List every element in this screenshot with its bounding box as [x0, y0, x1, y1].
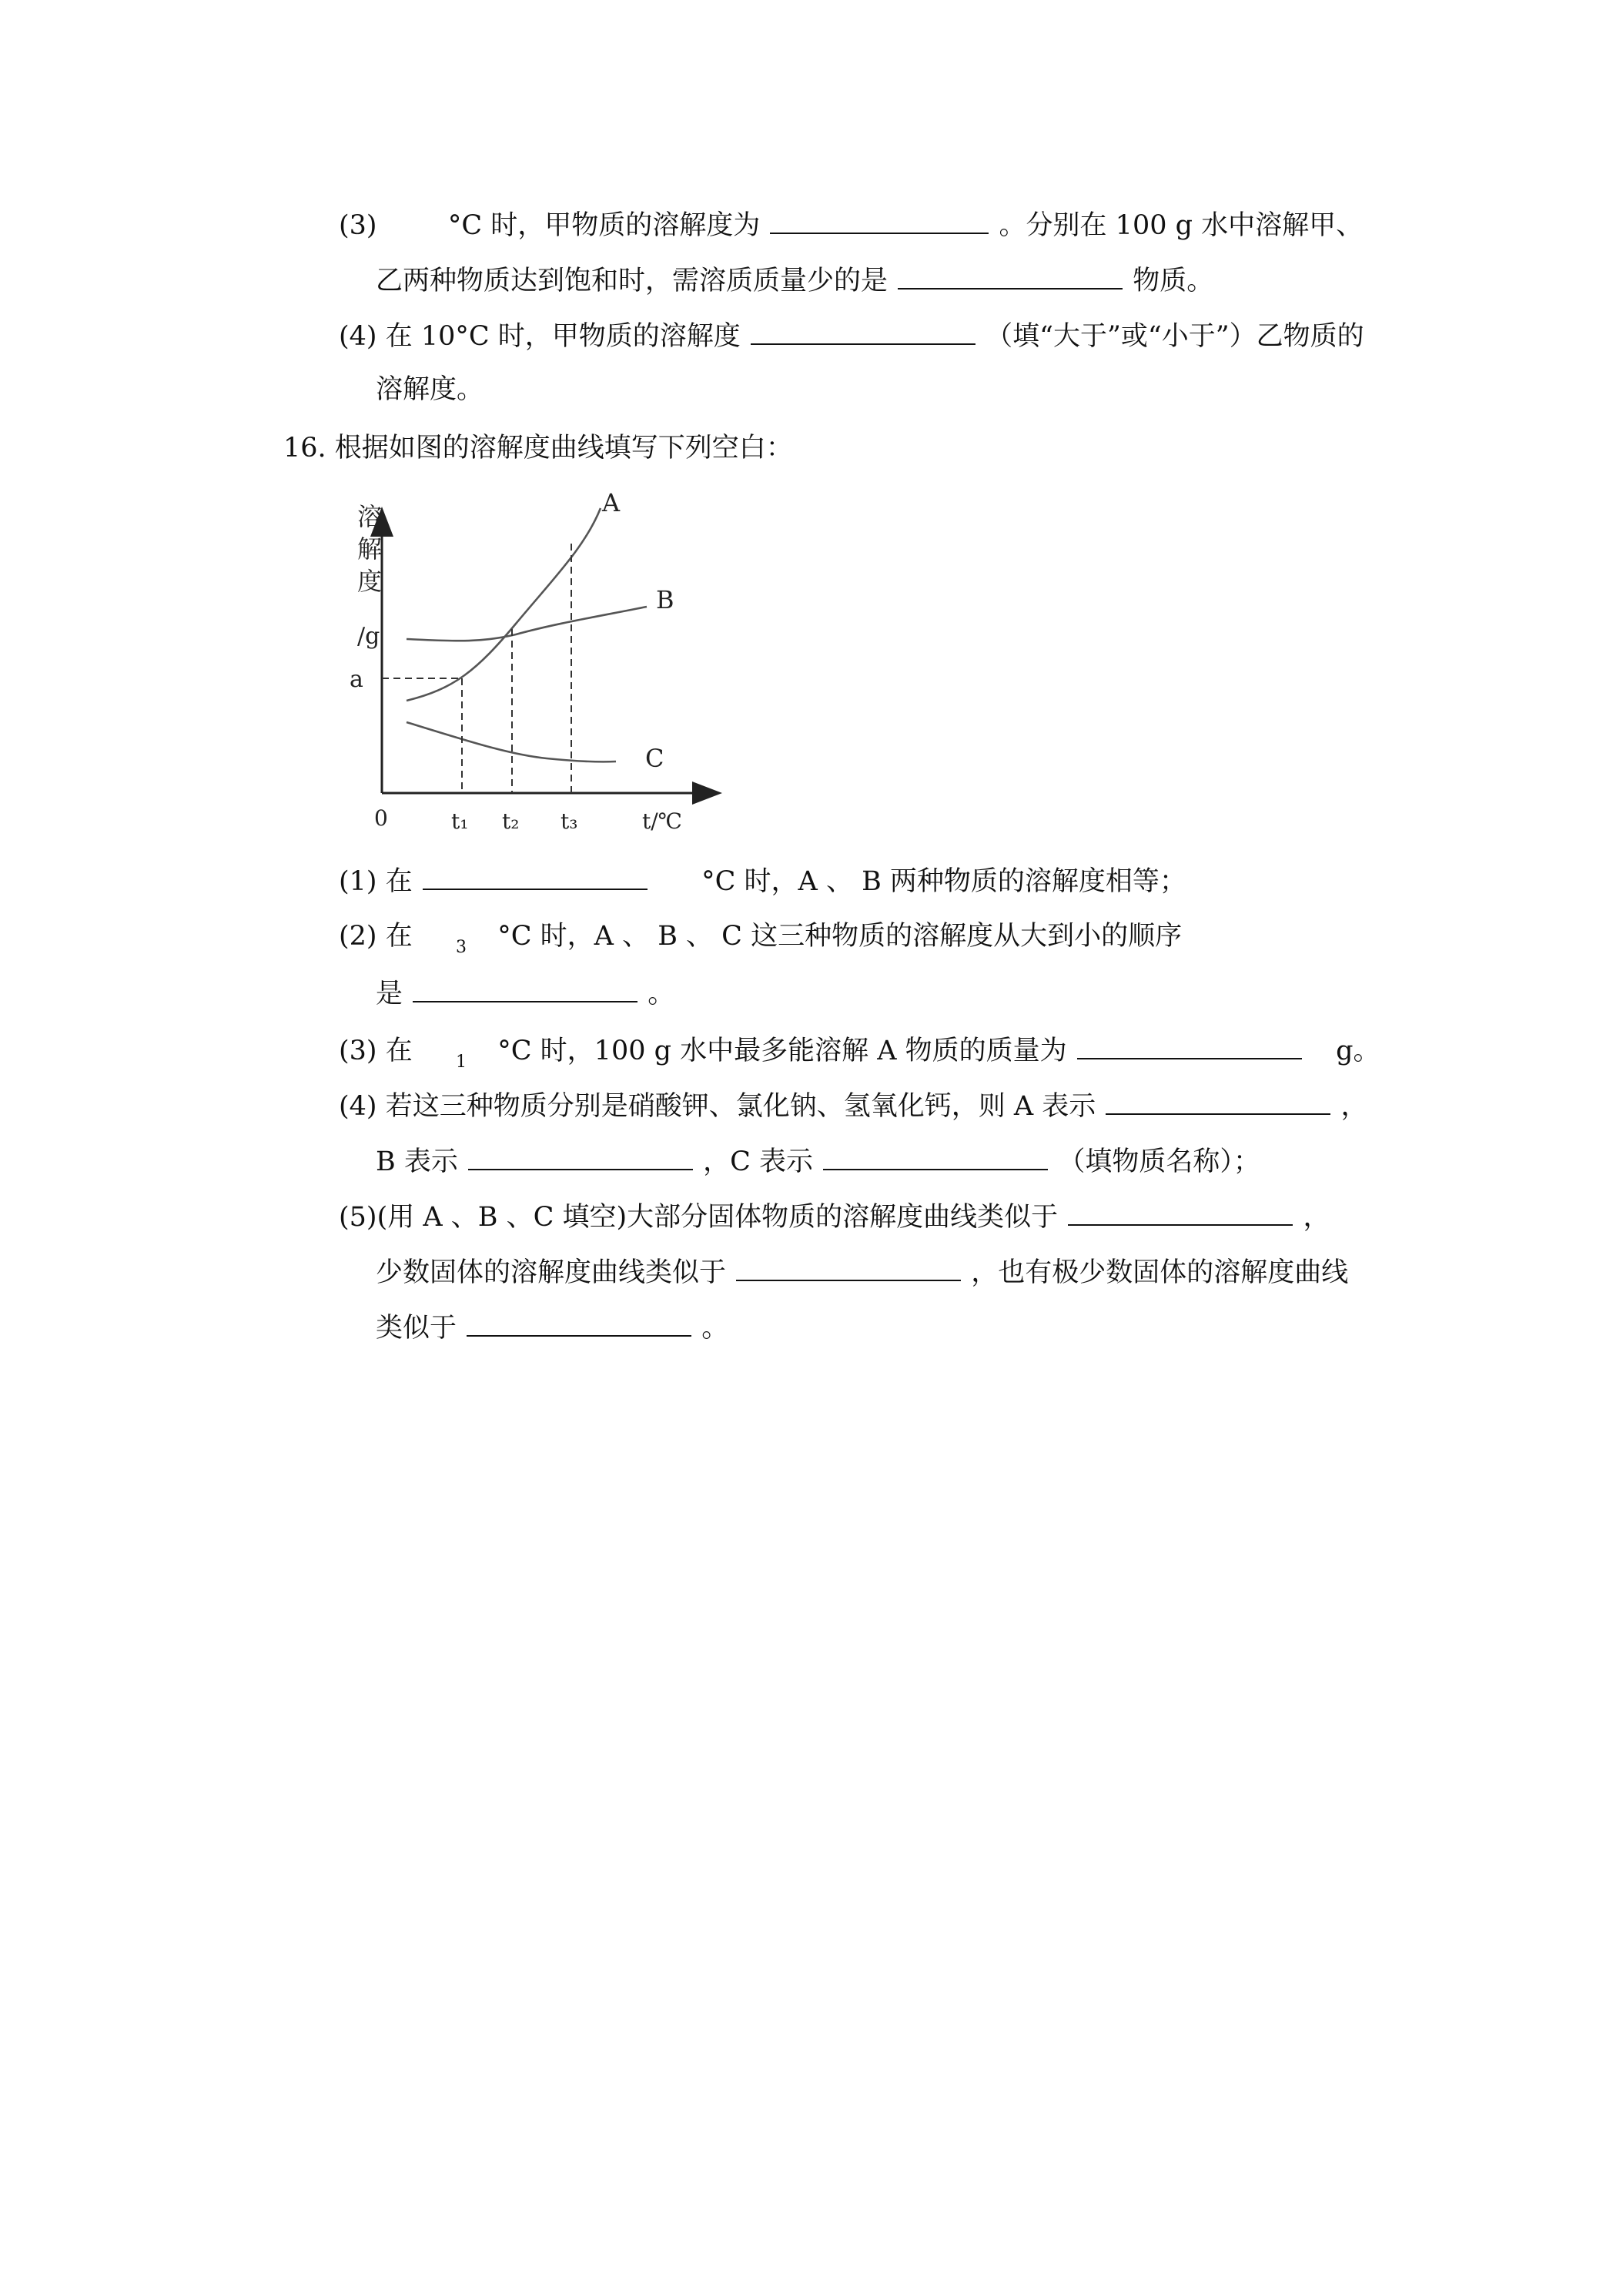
q15-part3-label: (3): [339, 210, 377, 241]
q15-part3-line1: [339, 206, 1363, 240]
answer-blank[interactable]: [413, 975, 637, 1002]
answer-blank[interactable]: [468, 1143, 693, 1170]
q15-part3-end: 物质。: [1133, 266, 1214, 296]
y-axis-label-3: 度: [357, 567, 383, 596]
x-tick-t2: t₂: [502, 808, 520, 834]
q15-part4-text2: 溶解度。: [376, 374, 484, 405]
q16-part2-line2: [376, 975, 674, 1009]
q16-part2-text2: 是: [376, 979, 403, 1009]
q16-part2-line1: [339, 919, 1183, 957]
q16-part5-line3: [376, 1309, 728, 1343]
q15-part3-text-mid: 。分别在 100 g 水中溶解甲、: [999, 210, 1364, 241]
q16-part1-text: (1) 在: [339, 866, 413, 897]
solubility-chart: [323, 493, 724, 847]
q15-part4-line2: [376, 373, 484, 407]
q16-part5-line1: [339, 1198, 1330, 1232]
answer-blank[interactable]: [770, 206, 989, 234]
answer-blank[interactable]: [898, 262, 1123, 290]
series-label-C: C: [645, 744, 664, 773]
y-tick-a: a: [350, 666, 363, 693]
q15-part3-text2: 乙两种物质达到饱和时，需溶质质量少的是: [376, 266, 888, 296]
q16-part4-line2: [376, 1143, 1260, 1176]
q16-part3-mid: °C 时，100 g 水中最多能溶解 A 物质的质量为: [497, 1036, 1067, 1066]
origin-label: 0: [374, 805, 388, 831]
q16-part2-sub: 3: [456, 938, 467, 957]
q16-title: 16. 根据如图的溶解度曲线填写下列空白：: [283, 433, 793, 464]
q16-part4-comma: ，: [1340, 1091, 1368, 1122]
q16-part2-period: 。: [648, 979, 675, 1009]
q16-part5-text2-end: ，也有极少数固体的溶解度曲线: [971, 1257, 1349, 1288]
answer-blank[interactable]: [823, 1143, 1048, 1170]
answer-blank[interactable]: [423, 862, 648, 890]
q15-part4-line1: [339, 317, 1364, 351]
q16-part5-comma: ，: [1303, 1202, 1330, 1233]
q16-part5-text3: 类似于: [376, 1313, 457, 1344]
q16-part4-c: ，C 表示: [703, 1146, 814, 1177]
answer-blank[interactable]: [1068, 1198, 1293, 1226]
q16-part5-period: 。: [701, 1313, 729, 1344]
q16-part5-text: (5)(用 A 、B 、C 填空)大部分固体物质的溶解度曲线类似于: [339, 1202, 1059, 1233]
q16-part4-end: （填物质名称）；: [1058, 1146, 1260, 1177]
q16-part4-text: (4) 若这三种物质分别是硝酸钾、氯化钠、氢氧化钙，则 A 表示: [339, 1091, 1096, 1122]
q16-part5-line2: [376, 1253, 1348, 1287]
series-label-A: A: [602, 493, 621, 517]
answer-blank[interactable]: [467, 1309, 691, 1337]
answer-blank[interactable]: [1106, 1087, 1330, 1115]
q16-part2-end: °C 时，A 、 B 、 C 这三种物质的溶解度从大到小的顺序: [497, 921, 1183, 952]
q16-part1-end: °C 时，A 、 B 两种物质的溶解度相等；: [701, 866, 1186, 897]
y-axis-label-2: 解: [357, 534, 383, 564]
q15-part3-text: °C 时，甲物质的溶解度为: [447, 210, 761, 241]
q15-part3-line2: [376, 262, 1213, 296]
q16-part2-text: (2) 在: [339, 921, 413, 952]
x-axis-label: t/℃: [642, 808, 683, 834]
q16-part1: [339, 862, 1186, 896]
q15-part4-mid: （填“大于”或“小于”）乙物质的: [986, 321, 1364, 352]
q16-part4-b: B 表示: [376, 1146, 458, 1177]
x-tick-t1: t₁: [451, 808, 469, 834]
q15-part4-text: (4) 在 10°C 时，甲物质的溶解度: [339, 321, 741, 352]
q16-part3-text: (3) 在: [339, 1036, 413, 1066]
answer-blank[interactable]: [1077, 1032, 1302, 1059]
series-label-B: B: [656, 585, 674, 614]
q16-part5-text2: 少数固体的溶解度曲线类似于: [376, 1257, 727, 1288]
q16-part3-end: g。: [1336, 1036, 1380, 1066]
y-axis-label-1: 溶: [357, 502, 383, 531]
y-axis-label-4: /g: [357, 623, 380, 650]
answer-blank[interactable]: [736, 1253, 961, 1281]
q16-part4-line1: [339, 1087, 1368, 1121]
q16-part3: [339, 1032, 1380, 1072]
q16-part3-sub: 1: [456, 1053, 467, 1072]
x-tick-t3: t₃: [561, 808, 578, 834]
answer-blank[interactable]: [751, 317, 975, 345]
